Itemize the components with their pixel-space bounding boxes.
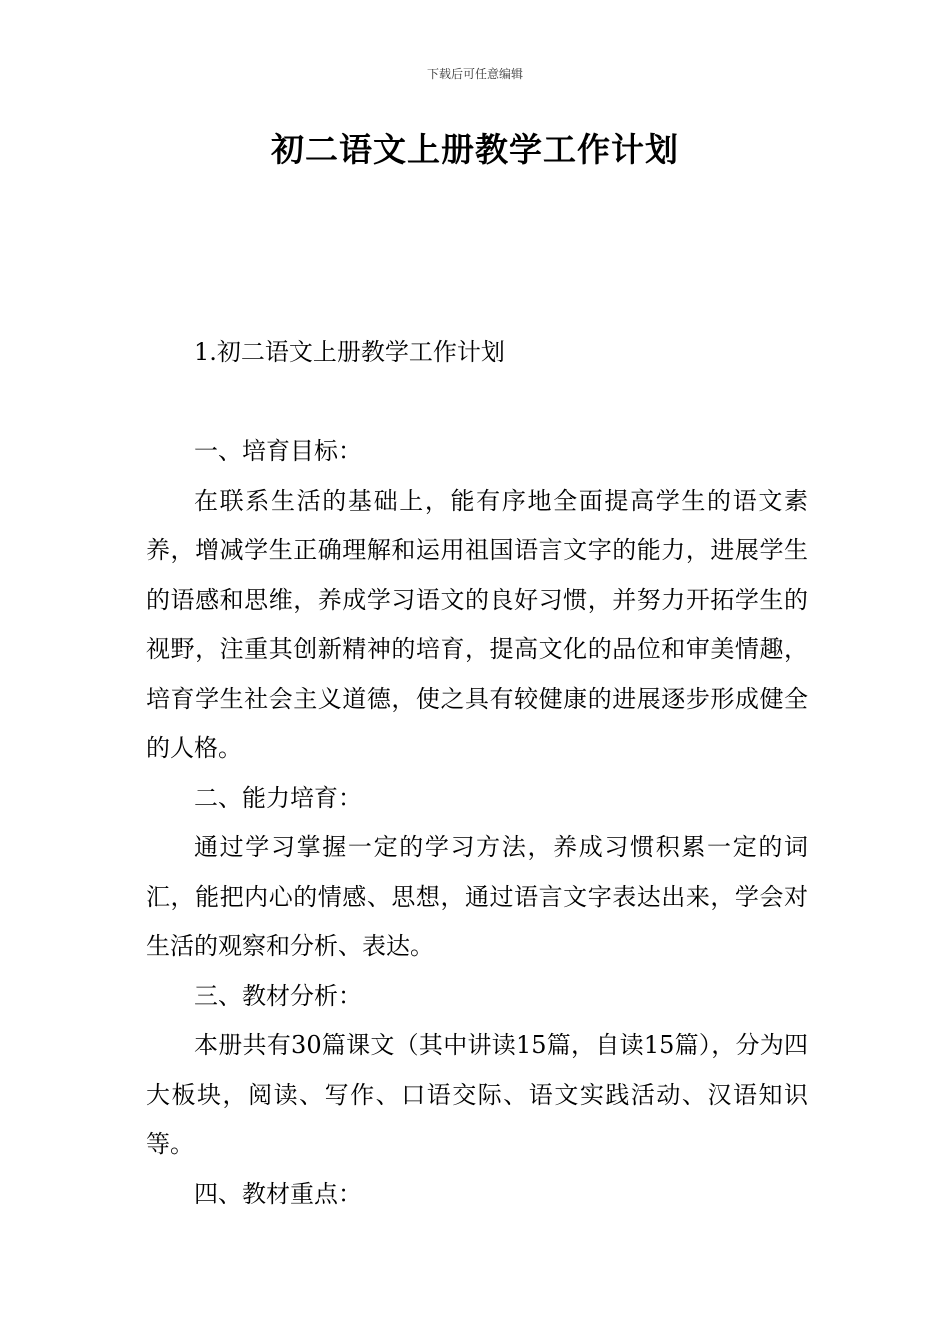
section-paragraph: 通过学习掌握一定的学习方法，养成习惯积累一定的词汇，能把内心的情感、思想，通过语言文字表达出来，学会对生活的观察和分析、表达。 (146, 833, 808, 960)
section-heading: 三、教材分析： (194, 981, 362, 1010)
document-title: 初二语文上册教学工作计划 (271, 130, 679, 169)
section-paragraph: 本册共有30篇课文（其中讲读15篇，自读15篇），分为四大板块，阅读、写作、口语交际、语文实践活动、汉语知识等。 (146, 1031, 808, 1158)
spacer (146, 378, 808, 428)
section-heading: 一、培育目标： (194, 437, 362, 465)
section-heading: 四、教材重点： (194, 1179, 362, 1208)
subtitle: 1.初二语文上册教学工作计划 (194, 338, 505, 366)
section-paragraph: 在联系生活的基础上，能有序地全面提高学生的语文素养，增减学生正确理解和运用祖国语言文字的能力，进展学生的语感和思维，养成学习语文的良好习惯，并努力开拓学生的视野，注重其创新精神的培育，提高文化的品位和审美情趣，培育学生社会主义道德，使之具有较健康的进展逐步形成健全的人格。 (146, 486, 808, 762)
document-body (146, 328, 808, 1219)
section-heading: 二、能力培育： (194, 783, 362, 812)
header-note: 下载后可任意编辑 (426, 67, 523, 81)
